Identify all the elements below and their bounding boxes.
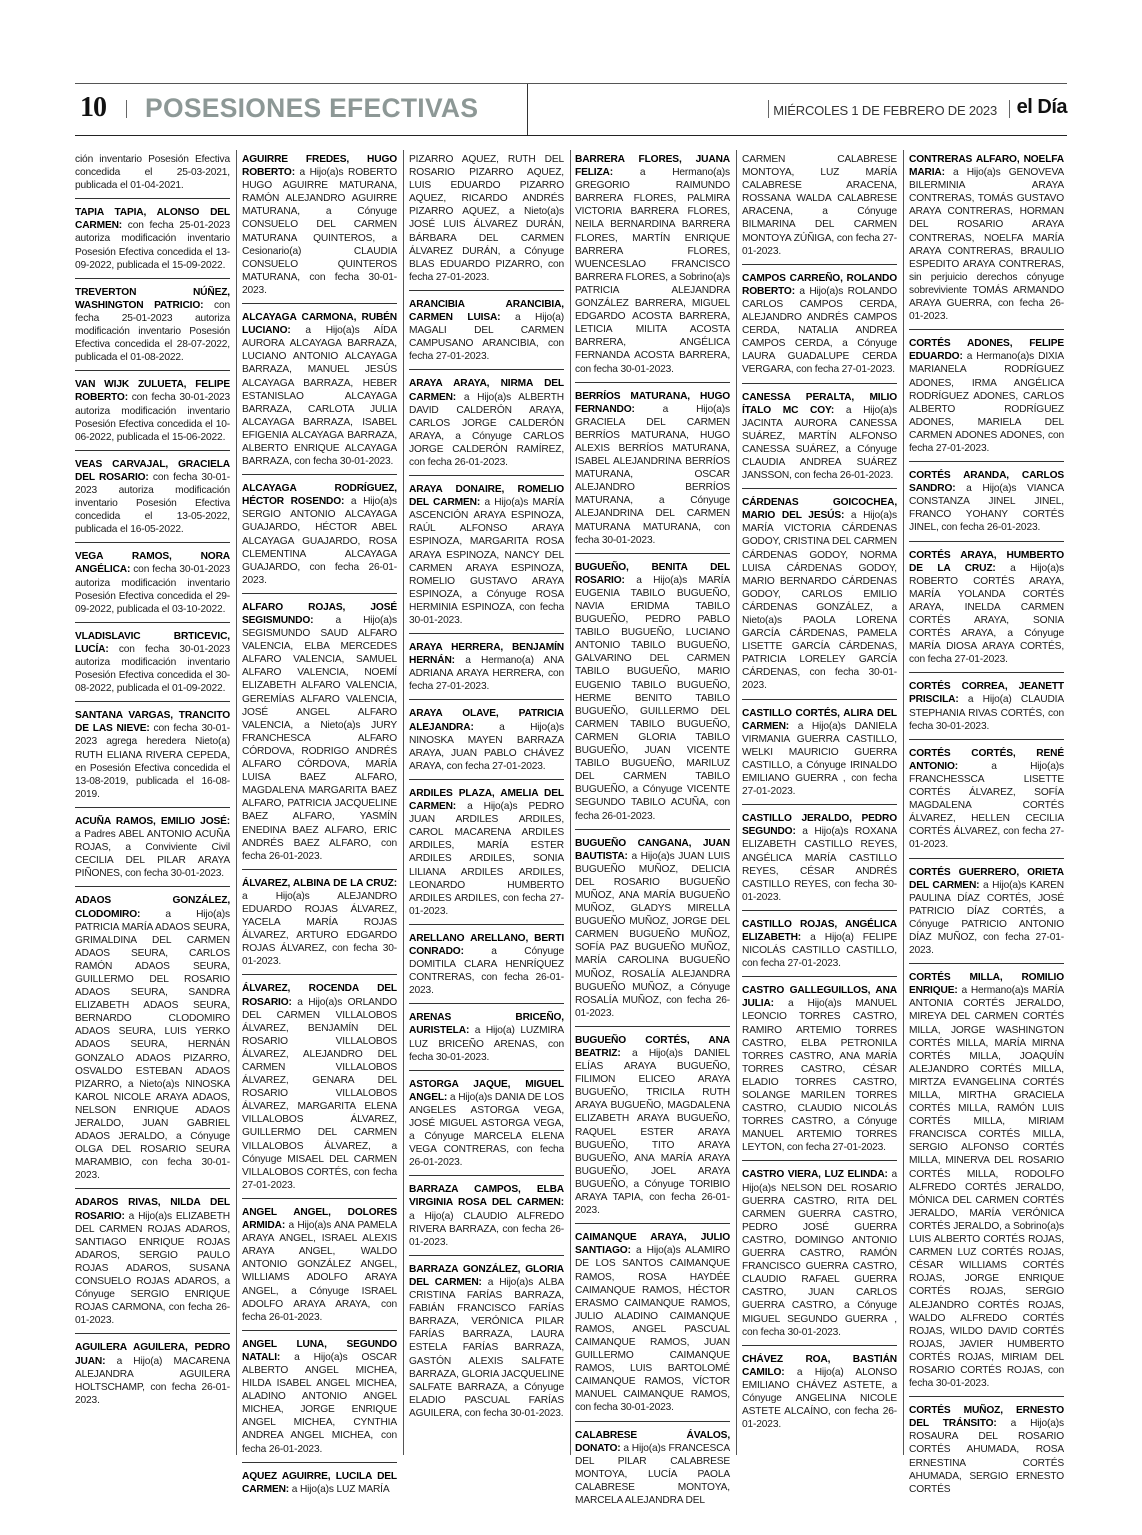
column-5 — [742, 153, 897, 1453]
notice-entry — [242, 1206, 397, 1331]
deceased-name: CORTÉS ADONES, FELIPE EDUARDO: — [909, 338, 1064, 363]
deceased-name: ALCAYAGA CARMONA, RUBÉN LUCIANO: — [242, 312, 397, 337]
column-divider — [403, 150, 404, 1455]
notice-entry — [575, 1231, 730, 1421]
notice-entry — [75, 815, 230, 887]
deceased-name: ARAYA DONAIRE, ROMELIO DEL CARMEN: — [409, 484, 564, 509]
deceased-name: CAIMANQUE ARAYA, JULIO SANTIAGO: — [575, 1232, 730, 1257]
deceased-name: BARRERA FLORES, JUANA FELIZA: — [575, 154, 730, 179]
notice-text: a Hijo(a)s DANIA DE LOS ANGELES ASTORGA VEGA, JOSÉ MIGUEL ASTORGA VEGA, a Cónyuge MARCELA ELENA VEGA CONTRERAS, con fecha 26-01-2023. — [409, 1091, 564, 1169]
notice-entry — [742, 1353, 897, 1438]
deceased-name: ADAROS RIVAS, NILDA DEL ROSARIO: — [75, 1197, 230, 1222]
notice-text: a Padres ABEL ANTONIO ACUÑA ROJAS, a Conviviente Civil CECILIA DEL PILAR ARAYA PIÑONES, con fecha 30-01-2023. — [75, 829, 230, 880]
brand-separator — [1009, 100, 1010, 118]
notice-entry — [409, 153, 564, 291]
deceased-name: AQUEZ AGUIRRE, LUCILA DEL CARMEN: — [242, 1470, 397, 1495]
notice-text: a Hijo(a)s ROBERTO HUGO AGUIRRE MATURANA, RAMÓN ALEJANDRO AGUIRRE MATURANA, a Cónyuge CONSUELO DEL CARMEN MATURANA QUINTEROS, a Cesionario(a) CLAUDIA CONSUELO QUINTEROS MATURANA, con fecha 30-01-2023. — [242, 167, 397, 296]
notice-entry — [909, 153, 1064, 330]
notice-entry — [75, 894, 230, 1189]
notice-text: con fecha 30-01-2023 agrega heredera Nieto(a) RUTH ELIANA RIVERA CEPEDA, en Posesión Efectiva concedida el 13-08-2019, publicada el 16-08-2019. — [75, 723, 230, 800]
notice-text: a Hijo(a)s FRANCESCA DEL PILAR CALABRESE MONTOYA, LUCÍA PAOLA CALABRESE MONTOYA, MARCELA ALEJANDRA DEL — [575, 1442, 730, 1506]
notice-text: a Hijo(a)s PEDRO JUAN ARDILES ARDILES, CAROL MACARENA ARDILES ARDILES, MARÍA ESTER ARDILES ARDILES, SONIA LILIANA ARDILES ARDILES, LEONARDO HUMBERTO ARDILES ARDILES, con fecha 27-01-2023. — [409, 801, 564, 917]
notice-text: a Cónyuge DOMITILA CLARA HENRÍQUEZ CONTRERAS, con fecha 26-01-2023. — [409, 945, 564, 997]
notice-entry — [242, 153, 397, 304]
deceased-name: AGUIRRE FREDES, HUGO ROBERTO: — [242, 154, 397, 179]
notice-text: a Hijo(a)s SERGIO ANTONIO ALCAYAGA GUAJARDO, HÉCTOR ABEL ALCAYAGA GUAJARDO, ROSA CLEMENTINA ALCAYAGA GUAJARDO, con fecha 26-01-2023. — [242, 496, 397, 586]
deceased-name: TREVERTON NÚÑEZ, WASHINGTON PATRICIO: — [75, 286, 230, 311]
notice-text: a Hijo(a)s LUZ MARÍA — [289, 1483, 390, 1495]
section-title: POSESIONES EFECTIVAS — [145, 93, 479, 123]
notice-text: a Hijo(a)s GENOVEVA BILERMINIA ARAYA CONTRERAS, TOMÁS GUSTAVO ARAYA CONTRERAS, HORMAN DEL ROSARIO ARAYA CONTRERAS, NOELFA MARÍA ARAYA CONTRERAS, BRAULIO ESPEDITO ARAYA CONTRERAS, sin perjuicio derechos cónyuge sobreviviente TOMÁS ARMANDO ARAYA GUERRA, con fecha 26-01-2023. — [909, 167, 1064, 323]
notice-entry — [409, 377, 564, 476]
notice-entry — [75, 630, 230, 702]
deceased-name: ARAYA ARAYA, NIRMA DEL CARMEN: — [409, 378, 564, 403]
deceased-name: ARAYA HERRERA, BENJAMÍN HERNÁN: — [409, 642, 564, 667]
deceased-name: CORTÉS GUERRERO, ORIETA DEL CARMEN: — [909, 866, 1064, 891]
notice-entry — [575, 1034, 730, 1224]
deceased-name: CORTÉS ARANDA, CARLOS SANDRO: — [909, 470, 1064, 495]
notice-text: a Hijo(a)s ROBERTO CORTÉS ARAYA, MARÍA YOLANDA CORTÉS ARAYA, INELDA CARMEN CORTÉS ARAYA, SONIA CORTÉS ARAYA, a Cónyuge MARÍA DIOSA ARAYA CORTÉS, con fecha 27-01-2023. — [909, 562, 1064, 666]
notice-entry — [242, 982, 397, 1199]
notice-text: a Hijo(a)s NINOSKA MAYEN BARRAZA ARAYA, JUAN PABLO CHÁVEZ ARAYA, con fecha 27-01-2023. — [409, 721, 564, 772]
notice-entry — [75, 206, 230, 278]
notice-text: a Hijo(a) CLAUDIO ALFREDO RIVERA BARRAZA, con fecha 26-01-2023. — [409, 1210, 564, 1248]
deceased-name: SANTANA VARGAS, TRANCITO DE LAS NIEVE: — [75, 710, 230, 735]
notice-text: a Hijo(a)s ALBERTH DAVID CALDERÓN ARAYA, CARLOS JORGE CALDERÓN ARAYA, a Cónyuge CARLOS JORGE CALDERÓN RAMÍREZ, con fecha 26-01-2023. — [409, 391, 564, 468]
notice-entry — [242, 1338, 397, 1463]
notice-text: a Hijo(a)s MANUEL LEONCIO TORRES CASTRO, RAMIRO ARTEMIO TORRES CASTRO, ELBA PETRONILA TORRES CASTRO, ANA MARÍA TORRES CASTRO, CÉSAR ELADIO TORRES CASTRO, SOLANGE MARILEN TORRES CASTRO, CLAUDIO NICOLÁS TORRES CASTRO, a Cónyuge MANUEL ARTEMIO TORRES LEYTON, con fecha 27-01-2023. — [742, 998, 897, 1154]
notice-entry — [75, 153, 230, 199]
deceased-name: CAMPOS CARREÑO, ROLANDO ROBERTO: — [742, 272, 897, 297]
notice-entry — [242, 1470, 397, 1502]
deceased-name: VEGA RAMOS, NORA ANGÉLICA: — [75, 551, 230, 576]
notice-text: con fecha 30-01-2023 autoriza modificación inventario Posesión Efectiva concedida el 29-09-2022, publicada el 03-10-2022. — [75, 564, 230, 615]
deceased-name: ARENAS BRICEÑO, AURISTELA: — [409, 1012, 564, 1037]
column-divider — [903, 150, 904, 1455]
notice-text: a Hijo(a)s KAREN PAULINA DÍAZ CORTÉS, JOSÉ PATRICIO DÍAZ CORTÉS, a Cónyuge PATRICIO ANTONIO DÍAZ MUÑOZ, con fecha 27-01-2023. — [909, 879, 1064, 957]
date-separator — [768, 100, 769, 118]
notice-text: a Hermano(a) ANA ADRIANA ARAYA HERRERA, con fecha 27-01-2023. — [409, 655, 564, 693]
notice-entry — [575, 390, 730, 554]
notice-text: con fecha 30-01-2023 autoriza modificación inventario Posesión Efectiva concedida el 10-06-2022, publicada el 15-06-2022. — [75, 392, 230, 443]
notice-text: a Hijo(a)s MARÍA ASCENCIÓN ARAYA ESPINOZA, RAÚL ALFONSO ARAYA ESPINOZA, MARGARITA ROSA ARAYA ESPINOZA, NANCY DEL CARMEN ARAYA ESPINOZA, ROMELIO GUSTAVO ARAYA ESPINOZA, a Cónyuge ROSA HERMINIA ESPINOZA, con fecha 30-01-2023. — [409, 497, 565, 626]
notice-text: a Hermano(a)s MARÍA ANTONIA CORTÉS JERALDO, MIREYA DEL CARMEN CORTÉS MILLA, JORGE WASHINGTON CORTÉS MILLA, MARÍA MIRNA CORTÉS MILLA, JOAQUÍN ALEJANDRO CORTÉS MILLA, MIRTZA EVANGELINA CORTÉS MILLA, MIRTHA GRACIELA CORTÉS MILLA, RAMÓN LUIS CORTÉS MILLA, MIRIAM FRANCISCA CORTÉS MILLA, SERGIO ALFONSO CORTÉS MILLA, MINERVA DEL ROSARIO CORTÉS MILLA, RODOLFO ALFREDO CORTÉS JERALDO, MÓNICA DEL CARMEN CORTÉS JERALDO, MARÍA VERÓNICA CORTÉS JERALDO, a Sobrino(a)s LUIS ALBERTO CORTÉS ROJAS, CARMEN LUZ CORTÉS ROJAS, CÉSAR WILLIAMS CORTÉS ROJAS, JORGE ENRIQUE CORTÉS ROJAS, SERGIO ALEJANDRO CORTÉS ROJAS, WALDO ALFREDO CORTÉS ROJAS, WILDO DAVID CORTÉS ROJAS, JAVIER HUMBERTO CORTÉS ROJAS, MIRIAM DEL ROSARIO CORTÉS ROJAS, con fecha 30-01-2023. — [909, 985, 1064, 1390]
notice-entry — [909, 971, 1064, 1397]
deceased-name: ÁLVAREZ, ALBINA DE LA CRUZ: — [242, 877, 397, 889]
notice-entry — [409, 1183, 564, 1255]
notice-text: a Hijo(a)s ANA PAMELA ARAYA ANGEL, ISRAEL ALEXIS ARAYA ANGEL, WALDO ANTONIO GONZÁLEZ ANGEL, WILLIAMS ADOLFO ARAYA ANGEL, a Cónyuge ISRAEL ADOLFO ARAYA ARAYA, con fecha 26-01-2023. — [242, 1220, 397, 1323]
deceased-name: VEAS CARVAJAL, GRACIELA DEL ROSARIO: — [75, 458, 230, 483]
notice-text: con fecha 30-01-2023 autoriza modificación inventario Posesión Efectiva concedida el 13-05-2022, publicada el 16-05-2022. — [75, 471, 230, 536]
notice-entry — [909, 1404, 1064, 1502]
notice-entry — [742, 984, 897, 1161]
page-header — [75, 83, 1067, 136]
deceased-name: CORTÉS MUÑOZ, ERNESTO DEL TRÁNSITO: — [909, 1405, 1064, 1430]
notice-text: a Hijo(a)s NELSON DEL ROSARIO GUERRA CASTRO, RITA DEL CARMEN GUERRA CASTRO, PEDRO JOSÉ GUERRA CASTRO, DOMINGO ANTONIO GUERRA CASTRO, RAMÓN FRANCISCO GUERRA CASTRO, CLAUDIO RAFAEL GUERRA CASTRO, JUAN CARLOS GUERRA CASTRO, a Cónyuge MIGUEL SEGUNDO GUERRA , con fecha 30-01-2023. — [742, 1169, 897, 1338]
notice-entry — [75, 709, 230, 808]
deceased-name: ARAYA OLAVE, PATRICIA ALEJANDRA: — [409, 708, 564, 733]
notice-entry — [75, 1341, 230, 1412]
notice-entry — [409, 787, 564, 925]
notice-entry — [575, 153, 730, 383]
notice-text: a Hijo(a)s ORLANDO DEL CARMEN VILLALOBOS ÁLVAREZ, BENJAMÍN DEL ROSARIO VILLALOBOS ÁLVAREZ, ALEJANDRO DEL CARMEN VILLALOBOS ÁLVAREZ, GENARA DEL ROSARIO VILLALOBOS ÁLVAREZ, MARGARITA ELENA VILLALOBOS ÁLVAREZ, GUILLERMO DEL CARMEN VILLALOBOS ÁLVAREZ, a Cónyuge MISAEL DEL CARMEN VILLALOBOS CORTÉS, con fecha 27-01-2023. — [242, 996, 397, 1191]
notice-entry — [409, 1078, 564, 1177]
notice-entry — [75, 286, 230, 372]
notice-text: con fecha 25-01-2023 autoriza modificación inventario Posesión Efectiva concedida el 13-09-2022, publicada el 15-09-2022. — [75, 220, 230, 271]
deceased-name: CALABRESE ÁVALOS, DONATO: — [575, 1429, 730, 1454]
deceased-name: CHÁVEZ ROA, BASTIÁN CAMILO: — [742, 1353, 897, 1378]
notice-entry — [742, 391, 897, 490]
notice-text: a Hijo(a)s PATRICIA MARÍA ADAOS SEURA, GRIMALDINA DEL CARMEN ADAOS SEURA, CARLOS RAMÓN ADAOS SEURA, GUILLERMO DEL ROSARIO ADAOS SEURA, SANDRA ELIZABETH ADAOS SEURA, BERNARDO CLODOMIRO ADAOS SEURA, LUIS YERKO ADAOS SEURA, HERNÁN GONZALO ADAOS PIZARRO, OSVALDO ESTEBAN ADAOS PIZARRO, a Nieto(a)s NINOSKA KAROL NICOLE ARAYA ADAOS, NELSON ENRIQUE ADAOS JERALDO, JUAN GABRIEL ADAOS JERALDO, a Cónyuge OLGA DEL ROSARIO SEURA MARAMBIO, con fecha 30-01-2023. — [75, 908, 230, 1182]
notice-text: a Hijo(a) CLAUDIA STEPHANIA RIVAS CORTÉS, con fecha 30-01-2023. — [909, 694, 1064, 732]
deceased-name: ARDILES PLAZA, AMELIA DEL CARMEN: — [409, 787, 564, 813]
notice-text: a Hijo(a)s DANIEL ELÍAS ARAYA BUGUEÑO, FILIMON ELICEO ARAYA BUGUEÑO, TRICILA RUTH ARAYA BUGUEÑO, MAGDALENA ELIZABETH ARAYA BUGUEÑO, RAQUEL ESTER ARAYA BUGUEÑO, TITO ARAYA BUGUEÑO, ANA MARÍA ARAYA BUGUEÑO, JOEL ARAYA BUGUEÑO, a Cónyuge TORIBIO ARAYA TAPIA, con fecha 26-01-2023. — [575, 1048, 730, 1217]
notice-entry — [909, 549, 1064, 674]
deceased-name: CONTRERAS ALFARO, NOELFA MARIA: — [909, 154, 1064, 179]
column-6 — [909, 153, 1064, 1495]
column-divider — [736, 150, 737, 1455]
deceased-name: ARANCIBIA ARANCIBIA, CARMEN LUISA: — [409, 298, 564, 324]
notice-entry — [75, 458, 230, 544]
notice-text: a Hijo(a) MACARENA ALEJANDRA AGUILERA HOLTSCHAMP, con fecha 26-01-2023. — [75, 1355, 230, 1406]
notice-text: a Hijo(a) FELIPE NICOLÁS CASTILLO CASTILLO, con fecha 27-01-2023. — [742, 931, 897, 970]
notice-text: a Hijo(a) LUZMIRA LUZ BRICEÑO ARENAS, con fecha 30-01-2023. — [409, 1025, 564, 1063]
notice-entry — [409, 1263, 564, 1426]
notice-entry — [742, 918, 897, 977]
deceased-name: VLADISLAVIC BRTICEVIC, LUCÍA: — [75, 630, 230, 655]
notice-text: ción inventario Posesión Efectiva concedida el 25-03-2021, publicada el 01-04-2021. — [75, 154, 230, 192]
newspaper-logo: el Día — [1016, 96, 1067, 118]
notice-text: a Hijo(a)s ELIZABETH DEL CARMEN ROJAS ADAROS, SANTIAGO ENRIQUE ROJAS ADAROS, SERGIO PAULO ROJAS ADAROS, SUSANA CONSUELO ROJAS ADAROS, a Cónyuge SERGIO ENRIQUE ROJAS CARMONA, con fecha 26-01-2023. — [75, 1210, 230, 1327]
notice-text: a Hijo(a) MAGALI DEL CARMEN CAMPUSANO ARANCIBIA, con fecha 27-01-2023. — [409, 312, 564, 363]
deceased-name: CORTÉS CORREA, JEANETT PRISCILA: — [909, 681, 1064, 706]
notice-entry — [409, 932, 564, 1004]
notice-text: con fecha 25-01-2023 autoriza modificación inventario Posesión Efectiva concedida el 28-07-2022, publicada el 01-08-2022. — [75, 299, 230, 364]
notice-entry — [742, 707, 897, 806]
notice-entry — [909, 747, 1064, 859]
notice-entry — [742, 153, 897, 265]
publication-date: MIÉRCOLES 1 DE FEBRERO DE 2023 — [773, 103, 997, 118]
header-separator — [126, 100, 127, 118]
notice-entry — [575, 1429, 730, 1514]
deceased-name: ANGEL ANGEL, DOLORES ARMIDA: — [242, 1206, 397, 1232]
deceased-name: CANESSA PERALTA, MILIO ÍTALO MC COY: — [742, 391, 897, 416]
column-2 — [242, 153, 397, 1495]
notice-text: a Hijo(a)s ALBA CRISTINA FARÍAS BARRAZA, FABIÁN FRANCISCO FARÍAS BARRAZA, VERÓNICA PILAR FARÍAS BARRAZA, LAURA ESTELA FARÍAS BARRAZA, GASTÓN ALEXIS SALFATE BARRAZA, GLORIA JACQUELINE SALFATE BARRAZA, a Cónyuge ELADIO PASCUAL FARÍAS AGUILERA, con fecha 30-01-2023. — [409, 1276, 564, 1419]
notice-text: a Hermano(a)s DIXIA MARIANELA RODRÍGUEZ ADONES, IRMA ANGÉLICA RODRÍGUEZ ADONES, CARLOS ALBERTO RODRÍGUEZ ADONES, MARIELA DEL CARMEN ADONES ADONES, con fecha 27-01-2023. — [909, 351, 1064, 454]
notice-entry — [742, 272, 897, 384]
deceased-name: ANGEL LUNA, SEGUNDO NATALI: — [242, 1338, 397, 1363]
page-number: 10 — [80, 92, 106, 123]
deceased-name: BUGUEÑO CORTÉS, ANA BEATRIZ: — [575, 1034, 730, 1059]
deceased-name: VAN WIJK ZULUETA, FELIPE ROBERTO: — [75, 379, 230, 404]
notice-text: a Hijo(a)s ALAMIRO DE LOS SANTOS CAIMANQUE RAMOS, ROSA HAYDÉE CAIMANQUE RAMOS, HÉCTOR ERASMO CAIMANQUE RAMOS, JULIO ALADINO CAIMANQUE RAMOS, ANGEL PASCUAL CAIMANQUE RAMOS, JUAN GUILLERMO CAIMANQUE RAMOS, LUIS BARTOLOMÉ CAIMANQUE RAMOS, VÍCTOR MANUEL CAIMANQUE RAMOS, con fecha 30-01-2023. — [575, 1245, 730, 1414]
deceased-name: ASTORGA JAQUE, MIGUEL ANGEL: — [409, 1078, 564, 1103]
notice-entry — [742, 496, 897, 699]
notice-entry — [242, 601, 397, 870]
notice-text: a Hijo(a)s DANIELA VIRMANIA GUERRA CASTILLO, WELKI MAURICIO GUERRA CASTILLO, a Cónyuge IRINALDO EMILIANO GUERRA , con fecha 27-01-2023. — [742, 720, 897, 798]
column-divider — [236, 150, 237, 1455]
deceased-name: ALCAYAGA RODRÍGUEZ, HÉCTOR ROSENDO: — [242, 483, 397, 508]
column-4 — [575, 153, 730, 1506]
column-1 — [75, 153, 230, 1453]
deceased-name: CORTÉS CORTÉS, RENÉ ANTONIO: — [909, 747, 1064, 772]
notice-text: a Hijo(a)s VIANCA CONSTANZA JINEL JINEL, FRANCO YOHANY CORTÉS JINEL, con fecha 26-01-2023. — [909, 483, 1064, 534]
notice-entry — [409, 483, 564, 634]
deceased-name: CASTILLO JERALDO, PEDRO SEGUNDO: — [742, 813, 897, 838]
deceased-name: CORTÉS ARAYA, HUMBERTO DE LA CRUZ: — [909, 549, 1064, 574]
notice-text: a Hijo(a)s MARÍA EUGENIA TABILO BUGUEÑO, NAVIA ERIDMA TABILO BUGUEÑO, PEDRO PABLO TABILO BUGUEÑO, LUCIANO ANTONIO TABILO BUGUEÑO, GALVARINO DEL CARMEN TABILO BUGUEÑO, MARIO EUGENIO TABILO BUGUEÑO, HERME BENITO TABILO BUGUEÑO, GUILLERMO DEL CARMEN TABILO BUGUEÑO, CARMEN GLORIA TABILO BUGUEÑO, JUAN VICENTE TABILO BUGUEÑO, MARILUZ DEL CARMEN TABILO BUGUEÑO, a Cónyuge VICENTE SEGUNDO TABILO ACUÑA, con fecha 26-01-2023. — [575, 574, 730, 822]
notice-text: a Hijo(a)s ROXANA ELIZABETH CASTILLO REYES, ANGÉLICA MARÍA CASTILLO REYES, CÉSAR ANDRÉS CASTILLO REYES, con fecha 30-01-2023. — [742, 826, 897, 903]
notice-entry — [242, 877, 397, 976]
notice-text: PIZARRO AQUEZ, RUTH DEL ROSARIO PIZARRO AQUEZ, LUIS EDUARDO PIZARRO AQUEZ, RICARDO ANDRÉS PIZARRO AQUEZ, a Nieto(a)s JOSÉ LUIS ÁLVAREZ DURÁN, BÁRBARA DEL CARMEN ÁLVAREZ DURÁN, a Cónyuge BLAS EDUARDO PIZARRO, con fecha 27-01-2023. — [409, 154, 564, 283]
deceased-name: BARRAZA CAMPOS, ELBA VIRGINIA ROSA DEL CARMEN: — [409, 1184, 564, 1209]
notice-entry — [575, 837, 730, 1027]
notice-entry — [242, 482, 397, 594]
deceased-name: BARRAZA GONZÁLEZ, GLORIA DEL CARMEN: — [409, 1263, 564, 1288]
deceased-name: ADAOS GONZÁLEZ, CLODOMIRO: — [75, 895, 230, 920]
notice-entry — [75, 1196, 230, 1334]
notice-text: CARMEN CALABRESE MONTOYA, LUZ MARÍA CALABRESE ARACENA, ROSSANA WALDA CALABRESE ARACENA, a Cónyuge BILMARINA DEL CARMEN MONTOYA ZÚÑIGA, con fecha 27-01-2023. — [742, 154, 897, 257]
notice-text: a Hijo(a)s ROLANDO CARLOS CAMPOS CERDA, ALEJANDRO ANDRÉS CAMPOS CERDA, NATALIA ANDREA CAMPOS CERDA, a Cónyuge LAURA GUADALUPE CERDA VERGARA, con fecha 27-01-2023. — [742, 285, 897, 376]
notice-entry — [909, 680, 1064, 739]
notice-entry — [409, 641, 564, 700]
notice-text: a Hijo(a)s FRANCHESSCA LISETTE CORTÉS ÁLVAREZ, SOFÍA MAGDALENA CORTÉS ÁLVAREZ, HELLEN CECILIA CORTÉS ÁLVAREZ, con fecha 27-01-2023. — [909, 760, 1064, 851]
deceased-name: ALFARO ROJAS, JOSÉ SEGISMUNDO: — [242, 601, 397, 626]
notice-text: a Hijo(a)s OSCAR ALBERTO ANGEL MICHEA, HILDA ISABEL ANGEL MICHEA, ALADINO ANTONIO ANGEL MICHEA, JORGE ENRIQUE ANGEL MICHEA, CYNTHIA ANDREA ANGEL MICHEA, con fecha 26-01-2023. — [242, 1351, 397, 1455]
deceased-name: CORTÉS MILLA, ROMILIO ENRIQUE: — [909, 972, 1064, 997]
deceased-name: CASTILLO CORTÉS, ALIRA DEL CARMEN: — [742, 707, 897, 732]
notice-entry — [409, 707, 564, 779]
column-3 — [409, 153, 564, 1453]
column-divider — [570, 150, 571, 1455]
header-divider — [527, 84, 528, 135]
deceased-name: ARELLANO ARELLANO, BERTI CONRADO: — [409, 932, 564, 957]
deceased-name: CASTRO VIERA, LUZ ELINDA: — [742, 1169, 888, 1181]
deceased-name: BERRÍOS MATURANA, HUGO FERNANDO: — [575, 390, 730, 415]
notice-text: a Hijo(a)s SEGISMUNDO SAUD ALFARO VALENCIA, ELBA MERCEDES ALFARO VALENCIA, SAMUEL ALFARO VALENCIA, NOEMÍ ELIZABETH ALFARO VALENCIA, GEREMÍAS ALFARO VALENCIA, JOSÉ ANGEL ALFARO VALENCIA, a Nieto(a)s JURY FRANCHESCA ALFARO CÓRDOVA, RODRIGO ANDRÉS ALFARO CÓRDOVA, MARÍA LUISA BAEZ ALFARO, MAGDALENA MARGARITA BAEZ ALFARO, PATRICIA JACQUELINE BAEZ ALFARO, YASMÍN ENEDINA BAEZ ALFARO, ERIC ANDRÉS BAEZ ALFARO, con fecha 26-01-2023. — [242, 615, 397, 862]
notice-text: con fecha 30-01-2023 autoriza modificación inventario Posesión Efectiva concedida el 30-08-2022, publicada el 01-09-2022. — [75, 643, 230, 695]
notice-entry — [242, 311, 397, 475]
notice-entry — [909, 866, 1064, 965]
notice-entry — [409, 298, 564, 370]
deceased-name: BUGUEÑO CANGANA, JUAN BAUTISTA: — [575, 837, 730, 862]
notice-text: a Hermano(a)s GREGORIO RAIMUNDO BARRERA FLORES, PALMIRA VICTORIA BARRERA FLORES, NEILA BERNARDINA BARRERA FLORES, MARTÍN ENRIQUE BARRERA FLORES, WUENCESLAO FRANCISCO BARRERA FLORES, a Sobrino(a)s PATRICIA ALEJANDRA GONZÁLEZ BARRERA, MIGUEL EDGARDO ACOSTA BARRERA, LETICIA MILITA ACOSTA BARRERA, ANGÉLICA FERNANDA ACOSTA BARRERA, con fecha 30-01-2023. — [575, 167, 730, 375]
notice-text: a Hijo(a)s MARÍA VICTORIA CÁRDENAS GODOY, CRISTINA DEL CARMEN CÁRDENAS GODOY, NORMA LUISA CÁRDENAS GODOY, MARIO BERNARDO CÁRDENAS GODOY, CARLOS EMILIO CÁRDENAS GONZÁLEZ, a Nieto(a)s PAOLA LORENA GARCÍA CÁRDENAS, PAMELA LISETTE GARCÍA CÁRDENAS, PATRICIA LORELEY GARCÍA CÁRDENAS, con fecha 30-01-2023. — [742, 510, 897, 692]
deceased-name: TAPIA TAPIA, ALONSO DEL CARMEN: — [75, 207, 230, 232]
deceased-name: CASTRO GALLEGUILLOS, ANA JULIA: — [742, 985, 897, 1010]
notice-text: a Hijo(a)s ROSAURA DEL ROSARIO CORTÉS AHUMADA, ROSA ERNESTINA CORTÉS AHUMADA, SERGIO ERNESTO CORTÉS — [909, 1418, 1064, 1495]
deceased-name: ACUÑA RAMOS, EMILIO JOSÉ: — [75, 815, 230, 827]
notice-entry — [909, 469, 1064, 541]
deceased-name: CÁRDENAS GOICOCHEA, MARIO DEL JESÚS: — [742, 497, 897, 522]
notice-entry — [75, 378, 230, 450]
notice-entry — [742, 812, 897, 911]
notice-text: a Hijo(a)s JACINTA AURORA CANESSA SUÁREZ, MARTÍN ALFONSO CANESSA SUÁREZ, a Cónyuge CLAUDIA ANDREA SUÁREZ JANSSON, con fecha 26-01-2023. — [742, 404, 897, 482]
notice-entry — [575, 561, 730, 830]
notice-columns — [75, 153, 1067, 1513]
deceased-name: ÁLVAREZ, ROCENDA DEL ROSARIO: — [242, 983, 397, 1008]
notice-text: a Hijo(a) ALONSO EMILIANO CHÁVEZ ASTETE, a Cónyuge ANGELINA NICOLE ASTETE ALCAÍNO, con fecha 26-01-2023. — [742, 1366, 897, 1431]
notice-text: a Hijo(a)s ALEJANDRO EDUARDO ROJAS ÁLVAREZ, YACELA MARÍA ROJAS ÁLVAREZ, ARTURO EDGARDO ROJAS ÁLVAREZ, con fecha 30-01-2023. — [242, 890, 397, 968]
deceased-name: BUGUEÑO, BENITA DEL ROSARIO: — [575, 561, 730, 586]
deceased-name: AGUILERA AGUILERA, PEDRO JUAN: — [75, 1342, 230, 1367]
notice-entry — [409, 1011, 564, 1070]
notice-text: a Hijo(a)s AÍDA AURORA ALCAYAGA BARRAZA, LUCIANO ANTONIO ALCAYAGA BARRAZA, MANUEL JESÚS ALCAYAGA BARRAZA, HEBER ESTANISLAO ALCAYAGA BARRAZA, CARLOTA JULIA ALCAYAGA BARRAZA, ISABEL EFIGENIA ALCAYAGA BARRAZA, ALBERTO ENRIQUE ALCAYAGA BARRAZA, con fecha 30-01-2023. — [242, 325, 397, 468]
notice-text: a Hijo(a)s JUAN LUIS BUGUEÑO MUÑOZ, DELICIA DEL ROSARIO BUGUEÑO MUÑOZ, ANA MARÍA BUGUEÑO MUÑOZ, GLADYS MIRELLA BUGUEÑO MUÑOZ, JORGE DEL CARMEN BUGUEÑO MUÑOZ, SOFÍA PAZ BUGUEÑO MUÑOZ, MARÍA CAROLINA BUGUEÑO MUÑOZ, ROSALÍA ALEJANDRA BUGUEÑO MUÑOZ, a Cónyuge ROSALÍA MUÑOZ, con fecha 26-01-2023. — [575, 850, 730, 1019]
deceased-name: CASTILLO ROJAS, ANGÉLICA ELIZABETH: — [742, 918, 897, 943]
notice-entry — [909, 337, 1064, 462]
notice-entry — [742, 1168, 897, 1345]
notice-text: a Hijo(a)s GRACIELA DEL CARMEN BERRÍOS MATURANA, HUGO ALEXIS BERRÍOS MATURANA, ISABEL ALEJANDRINA BERRÍOS MATURANA, OSCAR ALEJANDRO BERRÍOS MATURANA, a Cónyuge ALEJANDRINA DEL CARMEN MATURANA MATURANA, con fecha 30-01-2023. — [575, 403, 730, 546]
notice-entry — [75, 550, 230, 622]
